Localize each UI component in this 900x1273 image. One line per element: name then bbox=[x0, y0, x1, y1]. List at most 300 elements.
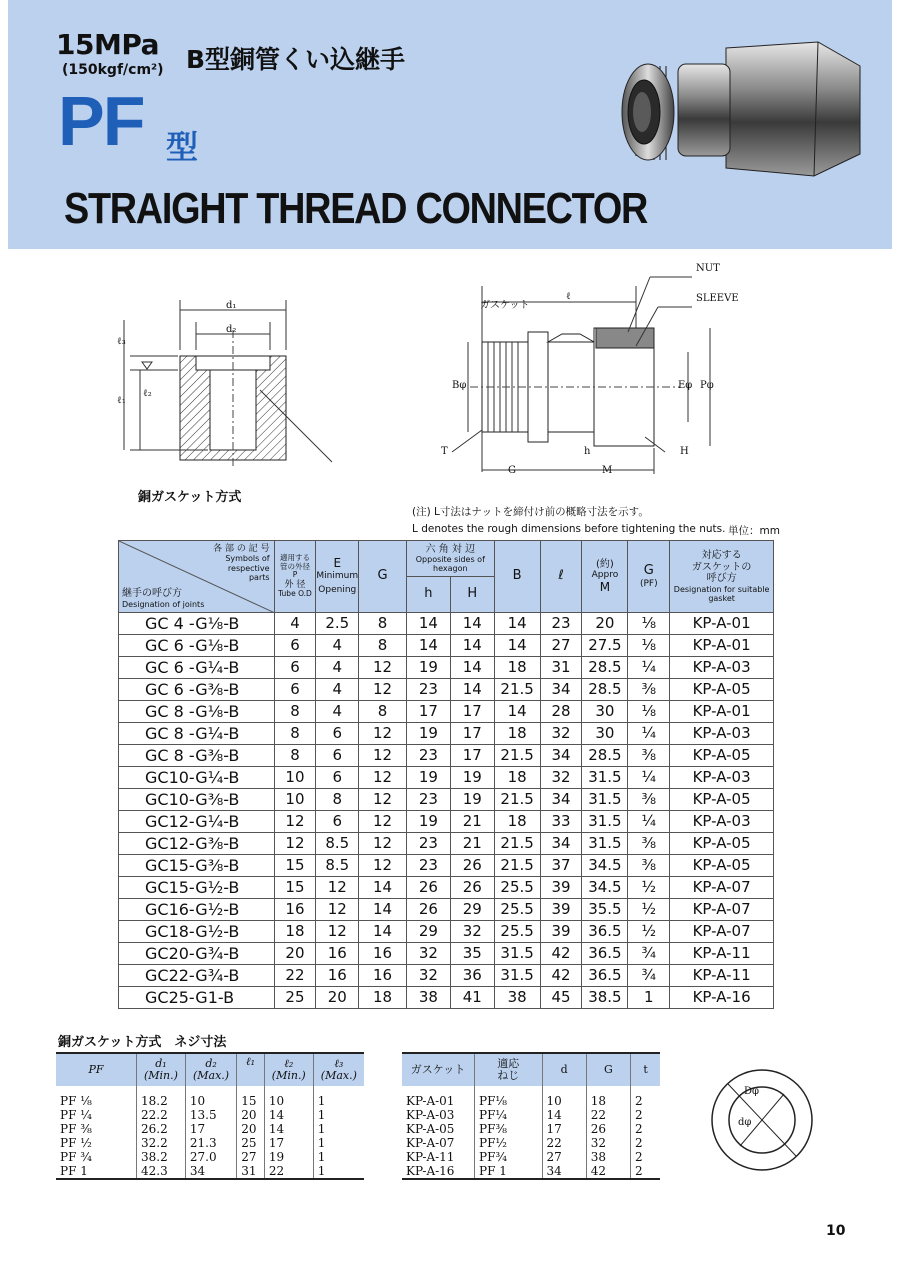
table-cell: 26 bbox=[450, 855, 494, 877]
table-cell: 1 bbox=[313, 1164, 364, 1179]
table-cell: 6 bbox=[316, 745, 359, 767]
model-suffix: 型 bbox=[166, 128, 199, 166]
table-cell: 12 bbox=[359, 789, 407, 811]
table-cell: 36.5 bbox=[582, 921, 628, 943]
page-number: 10 bbox=[826, 1223, 846, 1239]
table-cell: 14 bbox=[406, 613, 450, 635]
table-cell: ⅛ bbox=[628, 635, 670, 657]
table-cell: 8 bbox=[274, 723, 316, 745]
connector-photo bbox=[608, 26, 868, 186]
table-cell: PF ¼ bbox=[60, 1108, 92, 1122]
table-cell: 29 bbox=[406, 921, 450, 943]
symbols-jp: 各 部 の 記 号 bbox=[213, 544, 270, 554]
table-cell: 38 bbox=[406, 987, 450, 1009]
th-G: G bbox=[586, 1053, 630, 1086]
label-nut: NUT bbox=[696, 263, 720, 274]
table-cell: 19 bbox=[406, 767, 450, 789]
table-cell: 35.5 bbox=[582, 899, 628, 921]
label-l: ℓ bbox=[566, 291, 571, 302]
table-cell: PF¾ bbox=[475, 1150, 543, 1164]
table-cell: PF¼ bbox=[475, 1108, 543, 1122]
table-cell: 22 bbox=[274, 965, 316, 987]
gasket-table bbox=[402, 1052, 660, 1180]
th-d2 bbox=[185, 1053, 236, 1086]
p-en: Tube O.D bbox=[278, 589, 312, 599]
table-cell: ¼ bbox=[628, 657, 670, 679]
table-row bbox=[119, 767, 774, 789]
table-cell: ½ bbox=[628, 899, 670, 921]
table-cell: 32 bbox=[450, 921, 494, 943]
table-cell: 32 bbox=[406, 965, 450, 987]
model-name: PF bbox=[58, 82, 144, 160]
table-cell: 2 bbox=[631, 1086, 660, 1108]
table-row bbox=[56, 1136, 364, 1150]
table-cell: 19 bbox=[450, 789, 494, 811]
label-b: Bφ bbox=[452, 380, 467, 391]
table-cell: GC 8 -G⅜-B bbox=[119, 745, 275, 767]
table-row bbox=[119, 921, 774, 943]
p-jp3: 外 径 bbox=[284, 579, 306, 590]
table-cell: 1 bbox=[313, 1086, 364, 1108]
table-cell: 42 bbox=[586, 1164, 630, 1179]
table-cell: GC25-G1-B bbox=[119, 987, 275, 1009]
table-row bbox=[402, 1086, 660, 1108]
table-cell: 23 bbox=[406, 833, 450, 855]
table-cell: 26 bbox=[586, 1122, 630, 1136]
label-t: T bbox=[441, 446, 448, 457]
th-d2-max: (Max.) bbox=[192, 1069, 230, 1082]
table-cell: 16 bbox=[359, 965, 407, 987]
table-cell: ⅜ bbox=[628, 833, 670, 855]
table-cell: 25.5 bbox=[494, 921, 540, 943]
table-cell: 28.5 bbox=[582, 679, 628, 701]
table-cell: 29 bbox=[450, 899, 494, 921]
table-cell: 10 bbox=[274, 767, 316, 789]
table-cell: 17 bbox=[450, 723, 494, 745]
table-cell: 31.5 bbox=[582, 767, 628, 789]
table-cell: 13.5 bbox=[185, 1108, 236, 1122]
table-cell: 41 bbox=[450, 987, 494, 1009]
table-cell: ⅜ bbox=[628, 745, 670, 767]
table-cell: 8 bbox=[274, 701, 316, 723]
table-row bbox=[119, 701, 774, 723]
table-cell: 14 bbox=[450, 679, 494, 701]
hex-en: Opposite sides of hexagon bbox=[415, 555, 485, 574]
table-row bbox=[119, 965, 774, 987]
table-cell: PF½ bbox=[475, 1136, 543, 1150]
table-row bbox=[119, 657, 774, 679]
table-cell: KP-A-05 bbox=[670, 745, 774, 767]
e-en1: Minimum bbox=[316, 571, 359, 582]
table-cell: 36.5 bbox=[582, 965, 628, 987]
table-cell: GC15-G⅜-B bbox=[119, 855, 275, 877]
table-cell: GC 8 -G⅛-B bbox=[119, 701, 275, 723]
m-header bbox=[582, 541, 628, 613]
table-cell: 8.5 bbox=[316, 833, 359, 855]
symbols-header-cell bbox=[119, 541, 275, 613]
table-cell: 6 bbox=[274, 657, 316, 679]
table-cell: 23 bbox=[540, 613, 582, 635]
g2-pf: (PF) bbox=[639, 578, 658, 589]
table-cell: 10 bbox=[264, 1086, 313, 1108]
table-cell: 6 bbox=[274, 635, 316, 657]
table-cell: 12 bbox=[359, 767, 407, 789]
table-cell: 32 bbox=[586, 1136, 630, 1150]
e-en2: Opening bbox=[318, 585, 357, 596]
table-cell: 34 bbox=[540, 745, 582, 767]
table-cell: 1 bbox=[628, 987, 670, 1009]
table-cell: 39 bbox=[540, 921, 582, 943]
table-row bbox=[119, 877, 774, 899]
table-cell: KP-A-03 bbox=[670, 657, 774, 679]
gasket-jp3: 呼び方 bbox=[706, 573, 737, 585]
table-cell: 35 bbox=[450, 943, 494, 965]
japanese-title: B型銅管くい込継手 bbox=[186, 45, 406, 74]
table-cell: KP-A-03 bbox=[670, 723, 774, 745]
table-row bbox=[119, 723, 774, 745]
table-cell: 25 bbox=[274, 987, 316, 1009]
table-cell: GC20-G¾-B bbox=[119, 943, 275, 965]
table-cell: 14 bbox=[494, 613, 540, 635]
table-cell: 15 bbox=[274, 877, 316, 899]
table-cell: 21.5 bbox=[494, 833, 540, 855]
gasket-jp2: ガスケットの bbox=[691, 561, 752, 573]
table-cell: ⅜ bbox=[628, 789, 670, 811]
table-cell: 8 bbox=[316, 789, 359, 811]
label-e: Eφ bbox=[678, 380, 693, 391]
table-cell: KP-A-07 bbox=[670, 921, 774, 943]
table-cell: 22.2 bbox=[137, 1108, 186, 1122]
table-cell: GC 6 -G⅛-B bbox=[119, 635, 275, 657]
m-en: Appro bbox=[591, 570, 619, 581]
th-l2-sym: ℓ₂ bbox=[284, 1056, 294, 1070]
table-cell: PF ¾ bbox=[60, 1150, 92, 1164]
table-cell: 12 bbox=[359, 745, 407, 767]
table-cell: 42.3 bbox=[137, 1164, 186, 1179]
designation-jp: 継手の呼び方 bbox=[122, 588, 182, 600]
table-cell: KP-A-07 bbox=[670, 899, 774, 921]
table-cell: PF⅛ bbox=[475, 1086, 543, 1108]
table-row bbox=[402, 1108, 660, 1122]
header-banner bbox=[8, 0, 892, 249]
table-cell: ⅜ bbox=[628, 855, 670, 877]
table-cell: 4 bbox=[316, 679, 359, 701]
table-cell: 16 bbox=[274, 899, 316, 921]
table-cell: 20 bbox=[316, 987, 359, 1009]
table-cell: 8 bbox=[359, 635, 407, 657]
table-row bbox=[56, 1086, 364, 1108]
table-cell: 39 bbox=[540, 877, 582, 899]
table-cell: 36 bbox=[450, 965, 494, 987]
table-cell: 42 bbox=[540, 965, 582, 987]
e-sym: E bbox=[333, 556, 342, 571]
gasket-port-drawing bbox=[100, 290, 360, 480]
thread-table-body bbox=[56, 1086, 364, 1179]
table-cell: 4 bbox=[316, 635, 359, 657]
table-cell: 31 bbox=[237, 1164, 265, 1179]
table-row bbox=[119, 789, 774, 811]
table-cell: 14 bbox=[264, 1108, 313, 1122]
table-cell: 32 bbox=[540, 723, 582, 745]
pressure-kgf: (150kgf/cm²) bbox=[62, 62, 164, 78]
table-cell: KP-A-11 bbox=[670, 943, 774, 965]
table-cell: 12 bbox=[359, 679, 407, 701]
table-cell: 6 bbox=[316, 723, 359, 745]
th-l2 bbox=[264, 1053, 313, 1086]
table-cell: 36.5 bbox=[582, 943, 628, 965]
table-row bbox=[119, 855, 774, 877]
table-cell: GC12-G¼-B bbox=[119, 811, 275, 833]
label-d2: d₂ bbox=[226, 324, 237, 335]
table-row bbox=[402, 1136, 660, 1150]
table-cell: 6 bbox=[274, 679, 316, 701]
pressure-rating: 15MPa bbox=[56, 28, 159, 61]
left-diagram-caption: 銅ガスケット方式 bbox=[138, 490, 242, 505]
gasket-header bbox=[670, 541, 774, 613]
table-cell: 27 bbox=[540, 635, 582, 657]
table-cell: 1 bbox=[313, 1122, 364, 1136]
table-cell: 21.5 bbox=[494, 745, 540, 767]
table-cell: 1 bbox=[313, 1136, 364, 1150]
table-cell: 38.2 bbox=[137, 1150, 186, 1164]
label-sleeve: SLEEVE bbox=[696, 293, 739, 304]
table-cell: 14 bbox=[450, 635, 494, 657]
table-row bbox=[119, 833, 774, 855]
table-cell: 30 bbox=[582, 701, 628, 723]
table-cell: 18 bbox=[494, 811, 540, 833]
table-cell: 12 bbox=[274, 833, 316, 855]
table-cell: 21.5 bbox=[494, 855, 540, 877]
dimensions-table bbox=[118, 540, 774, 1009]
table-cell: 27.5 bbox=[582, 635, 628, 657]
note-english: L denotes the rough dimensions before tightening the nuts. bbox=[412, 523, 726, 535]
table-cell: KP-A-05 bbox=[406, 1122, 455, 1136]
m-sym: M bbox=[599, 579, 611, 594]
th-thread-1: 適応 bbox=[497, 1056, 520, 1070]
table-row bbox=[119, 635, 774, 657]
table-cell: 14 bbox=[450, 613, 494, 635]
table-cell: 22 bbox=[264, 1164, 313, 1179]
table-cell: 10 bbox=[542, 1086, 586, 1108]
table-cell: 45 bbox=[540, 987, 582, 1009]
table-cell: PF ⅜ bbox=[60, 1122, 92, 1136]
table-cell: 34 bbox=[540, 833, 582, 855]
symbols-en: Symbols of respective parts bbox=[225, 554, 270, 582]
table-cell: 1 bbox=[313, 1150, 364, 1164]
gasket-jp1: 対応する bbox=[701, 550, 742, 562]
table-cell: KP-A-16 bbox=[670, 987, 774, 1009]
table-cell: GC10-G⅜-B bbox=[119, 789, 275, 811]
table-cell: 25 bbox=[237, 1136, 265, 1150]
table-cell: GC22-G¾-B bbox=[119, 965, 275, 987]
table-cell: 18 bbox=[494, 723, 540, 745]
thread-dimensions-table bbox=[56, 1052, 364, 1180]
table-cell: 4 bbox=[274, 613, 316, 635]
table-cell: KP-A-11 bbox=[406, 1150, 455, 1164]
p-sym: P bbox=[292, 570, 298, 580]
table-cell: 2.5 bbox=[316, 613, 359, 635]
table-row bbox=[56, 1150, 364, 1164]
table-cell: 6 bbox=[316, 811, 359, 833]
th-d2-sym: d₂ bbox=[205, 1056, 217, 1070]
unit-label: 単位：mm bbox=[728, 525, 780, 537]
ring-outer-label: Dφ bbox=[744, 1086, 760, 1097]
table-cell: 33 bbox=[540, 811, 582, 833]
table-cell: 37 bbox=[540, 855, 582, 877]
table-cell: 14 bbox=[542, 1108, 586, 1122]
table-cell: 18.2 bbox=[137, 1086, 186, 1108]
table-cell: 31.5 bbox=[582, 811, 628, 833]
table-cell: PF 1 bbox=[475, 1164, 543, 1179]
table-cell: PF ⅛ bbox=[60, 1094, 92, 1108]
table-cell: 8 bbox=[359, 613, 407, 635]
table-cell: 20 bbox=[274, 943, 316, 965]
table-cell: 38 bbox=[494, 987, 540, 1009]
table-cell: 8 bbox=[359, 701, 407, 723]
th-l1: ℓ₁ bbox=[237, 1053, 265, 1086]
label-d1: d₁ bbox=[226, 300, 237, 311]
table-cell: 27 bbox=[237, 1150, 265, 1164]
table-cell: 31.5 bbox=[494, 965, 540, 987]
label-l2: ℓ₂ bbox=[143, 388, 152, 399]
table-cell: 17 bbox=[450, 745, 494, 767]
label-l3: ℓ₃ bbox=[117, 336, 126, 347]
table-cell: KP-A-03 bbox=[670, 811, 774, 833]
label-l1: ℓ₁ bbox=[117, 395, 126, 406]
table-cell: KP-A-07 bbox=[406, 1136, 455, 1150]
table-cell: 34.5 bbox=[582, 855, 628, 877]
table-row bbox=[402, 1122, 660, 1136]
table-cell: 31.5 bbox=[582, 833, 628, 855]
label-m: M bbox=[602, 465, 613, 476]
table-cell: 15 bbox=[274, 855, 316, 877]
p-jp1: 適用する bbox=[279, 553, 310, 563]
table-cell: 14 bbox=[264, 1122, 313, 1136]
table-cell: 18 bbox=[586, 1086, 630, 1108]
th-l3 bbox=[313, 1053, 364, 1086]
table-cell: 26 bbox=[406, 877, 450, 899]
th-l2-min: (Min.) bbox=[271, 1069, 306, 1082]
table-cell: 14 bbox=[494, 701, 540, 723]
table-cell: 38 bbox=[586, 1150, 630, 1164]
table-row bbox=[119, 613, 774, 635]
note-english-row bbox=[412, 523, 780, 535]
table-cell: 12 bbox=[359, 723, 407, 745]
table-row bbox=[56, 1164, 364, 1179]
table-cell: 17 bbox=[264, 1136, 313, 1150]
th-gasket: ガスケット bbox=[402, 1053, 475, 1086]
table-cell: 42 bbox=[540, 943, 582, 965]
table-cell: 31 bbox=[540, 657, 582, 679]
g-pf-header bbox=[628, 541, 670, 613]
table-cell: KP-A-05 bbox=[670, 833, 774, 855]
table-cell: 21 bbox=[450, 833, 494, 855]
g-header: G bbox=[359, 541, 407, 613]
gasket-ring-diagram bbox=[706, 1064, 818, 1176]
table-cell: GC10-G¼-B bbox=[119, 767, 275, 789]
table-cell: 12 bbox=[359, 657, 407, 679]
hex-jp: 六 角 対 辺 bbox=[425, 543, 476, 555]
table-cell: GC 4 -G⅛-B bbox=[119, 613, 275, 635]
table-cell: 10 bbox=[274, 789, 316, 811]
table-cell: 17 bbox=[542, 1122, 586, 1136]
table-cell: 12 bbox=[359, 833, 407, 855]
table-cell: ¼ bbox=[628, 767, 670, 789]
label-h-small: h bbox=[584, 446, 591, 457]
table-cell: 16 bbox=[316, 943, 359, 965]
table-cell: 26.2 bbox=[137, 1122, 186, 1136]
hex-h-small: h bbox=[406, 577, 450, 613]
table-cell: 14 bbox=[406, 635, 450, 657]
table-cell: ⅛ bbox=[628, 613, 670, 635]
table-cell: 8.5 bbox=[316, 855, 359, 877]
table-cell: 28.5 bbox=[582, 745, 628, 767]
note-japanese: (注) L寸法はナットを締付け前の概略寸法を示す。 bbox=[412, 506, 649, 518]
th-l3-max: (Max.) bbox=[320, 1069, 357, 1082]
label-p: Pφ bbox=[700, 380, 714, 391]
table-cell: 18 bbox=[274, 921, 316, 943]
table-cell: KP-A-05 bbox=[670, 855, 774, 877]
table-cell: 31.5 bbox=[494, 943, 540, 965]
english-title: STRAIGHT THREAD CONNECTOR bbox=[64, 184, 648, 233]
table-cell: 25.5 bbox=[494, 899, 540, 921]
table-cell: 2 bbox=[631, 1150, 660, 1164]
table-cell: 39 bbox=[540, 899, 582, 921]
table-cell: 14 bbox=[494, 635, 540, 657]
table-cell: 2 bbox=[631, 1122, 660, 1136]
th-d: d bbox=[542, 1053, 586, 1086]
table-cell: 17 bbox=[450, 701, 494, 723]
table-row bbox=[402, 1150, 660, 1164]
table-row bbox=[402, 1164, 660, 1179]
table-cell: GC 8 -G¼-B bbox=[119, 723, 275, 745]
table-cell: 14 bbox=[359, 921, 407, 943]
table-cell: 2 bbox=[631, 1136, 660, 1150]
table-cell: PF 1 bbox=[60, 1164, 88, 1178]
table-cell: GC 6 -G⅜-B bbox=[119, 679, 275, 701]
table-cell: 4 bbox=[316, 701, 359, 723]
table-cell: 31.5 bbox=[582, 789, 628, 811]
table-cell: 32 bbox=[406, 943, 450, 965]
b-header: B bbox=[494, 541, 540, 613]
table-cell: PF⅜ bbox=[475, 1122, 543, 1136]
table-cell: 12 bbox=[316, 899, 359, 921]
th-l3-sym: ℓ₃ bbox=[334, 1056, 344, 1070]
table-row bbox=[56, 1108, 364, 1122]
table-cell: 19 bbox=[264, 1150, 313, 1164]
table-cell: 2 bbox=[631, 1164, 660, 1179]
hex-header bbox=[406, 541, 494, 577]
table-cell: 34 bbox=[542, 1164, 586, 1179]
table-cell: 34.5 bbox=[582, 877, 628, 899]
table-cell: 10 bbox=[185, 1086, 236, 1108]
table-cell: ¾ bbox=[628, 943, 670, 965]
table-cell: 18 bbox=[494, 657, 540, 679]
table-cell: 22 bbox=[586, 1108, 630, 1122]
table-row bbox=[119, 811, 774, 833]
table-cell: 1 bbox=[313, 1108, 364, 1122]
g2-sym: G bbox=[643, 562, 654, 578]
table-cell: 34 bbox=[540, 679, 582, 701]
table-cell: KP-A-01 bbox=[670, 613, 774, 635]
table-cell: 15 bbox=[237, 1086, 265, 1108]
table-cell: KP-A-01 bbox=[406, 1094, 455, 1108]
table-cell: KP-A-03 bbox=[670, 767, 774, 789]
gasket-table-body bbox=[402, 1086, 660, 1179]
table-cell: 21.5 bbox=[494, 679, 540, 701]
table-cell: 19 bbox=[406, 657, 450, 679]
table-cell: 34 bbox=[540, 789, 582, 811]
